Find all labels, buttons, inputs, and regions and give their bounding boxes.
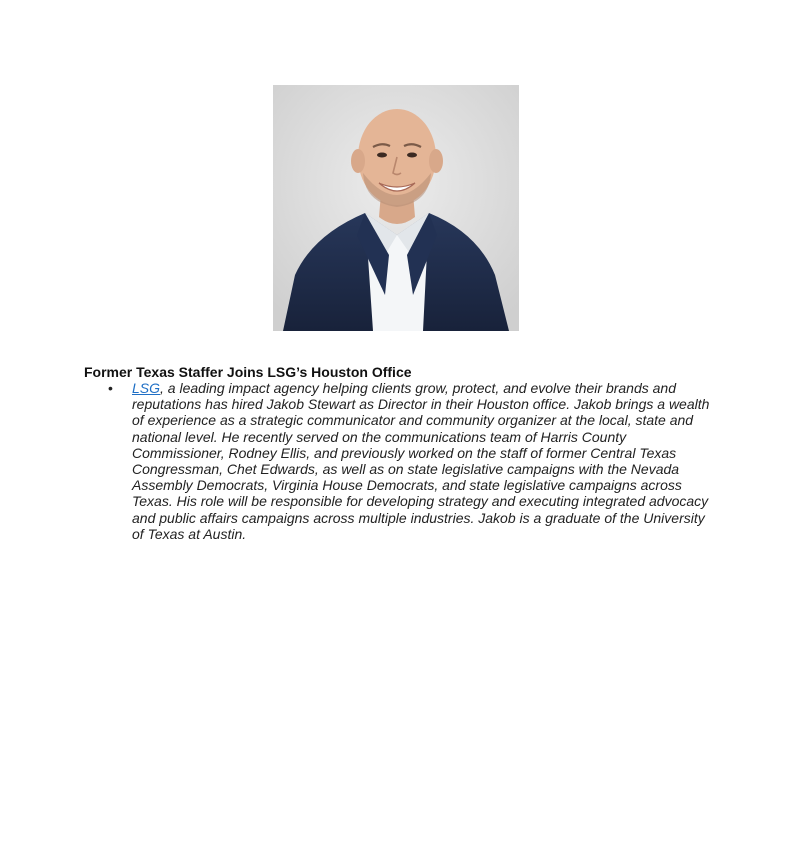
headshot-illustration (273, 85, 519, 331)
article-headline: Former Texas Staffer Joins LSG’s Houston Office (84, 364, 412, 380)
bullet-text: , a leading impact agency helping clients grow, protect, and evolve their brands and reputations has hired Jakob Stewart as Director in their Houston office. Jakob brings a wealth of experience as a strategic communicator and community organizer at the local, state and national level. He recently served on the communications team of Harris County Commissioner, Rodney Ellis, and previously worked on the staff of former Central Texas Congressman, Chet Edwards, as well as on state legislative campaigns with the Nevada Assembly Democrats, Virginia House Democrats, and state legislative campaigns across Texas. His role will be responsible for developing strategy and executing integrated advocacy and public affairs campaigns across multiple industries. Jakob is a graduate of the University of Texas at Austin. (132, 380, 710, 542)
list-item (84, 380, 714, 542)
bullet-icon: • (108, 380, 113, 396)
article-bullet-list (84, 380, 714, 542)
headshot-photo (273, 85, 519, 331)
lsg-link[interactable]: LSG (132, 380, 161, 396)
